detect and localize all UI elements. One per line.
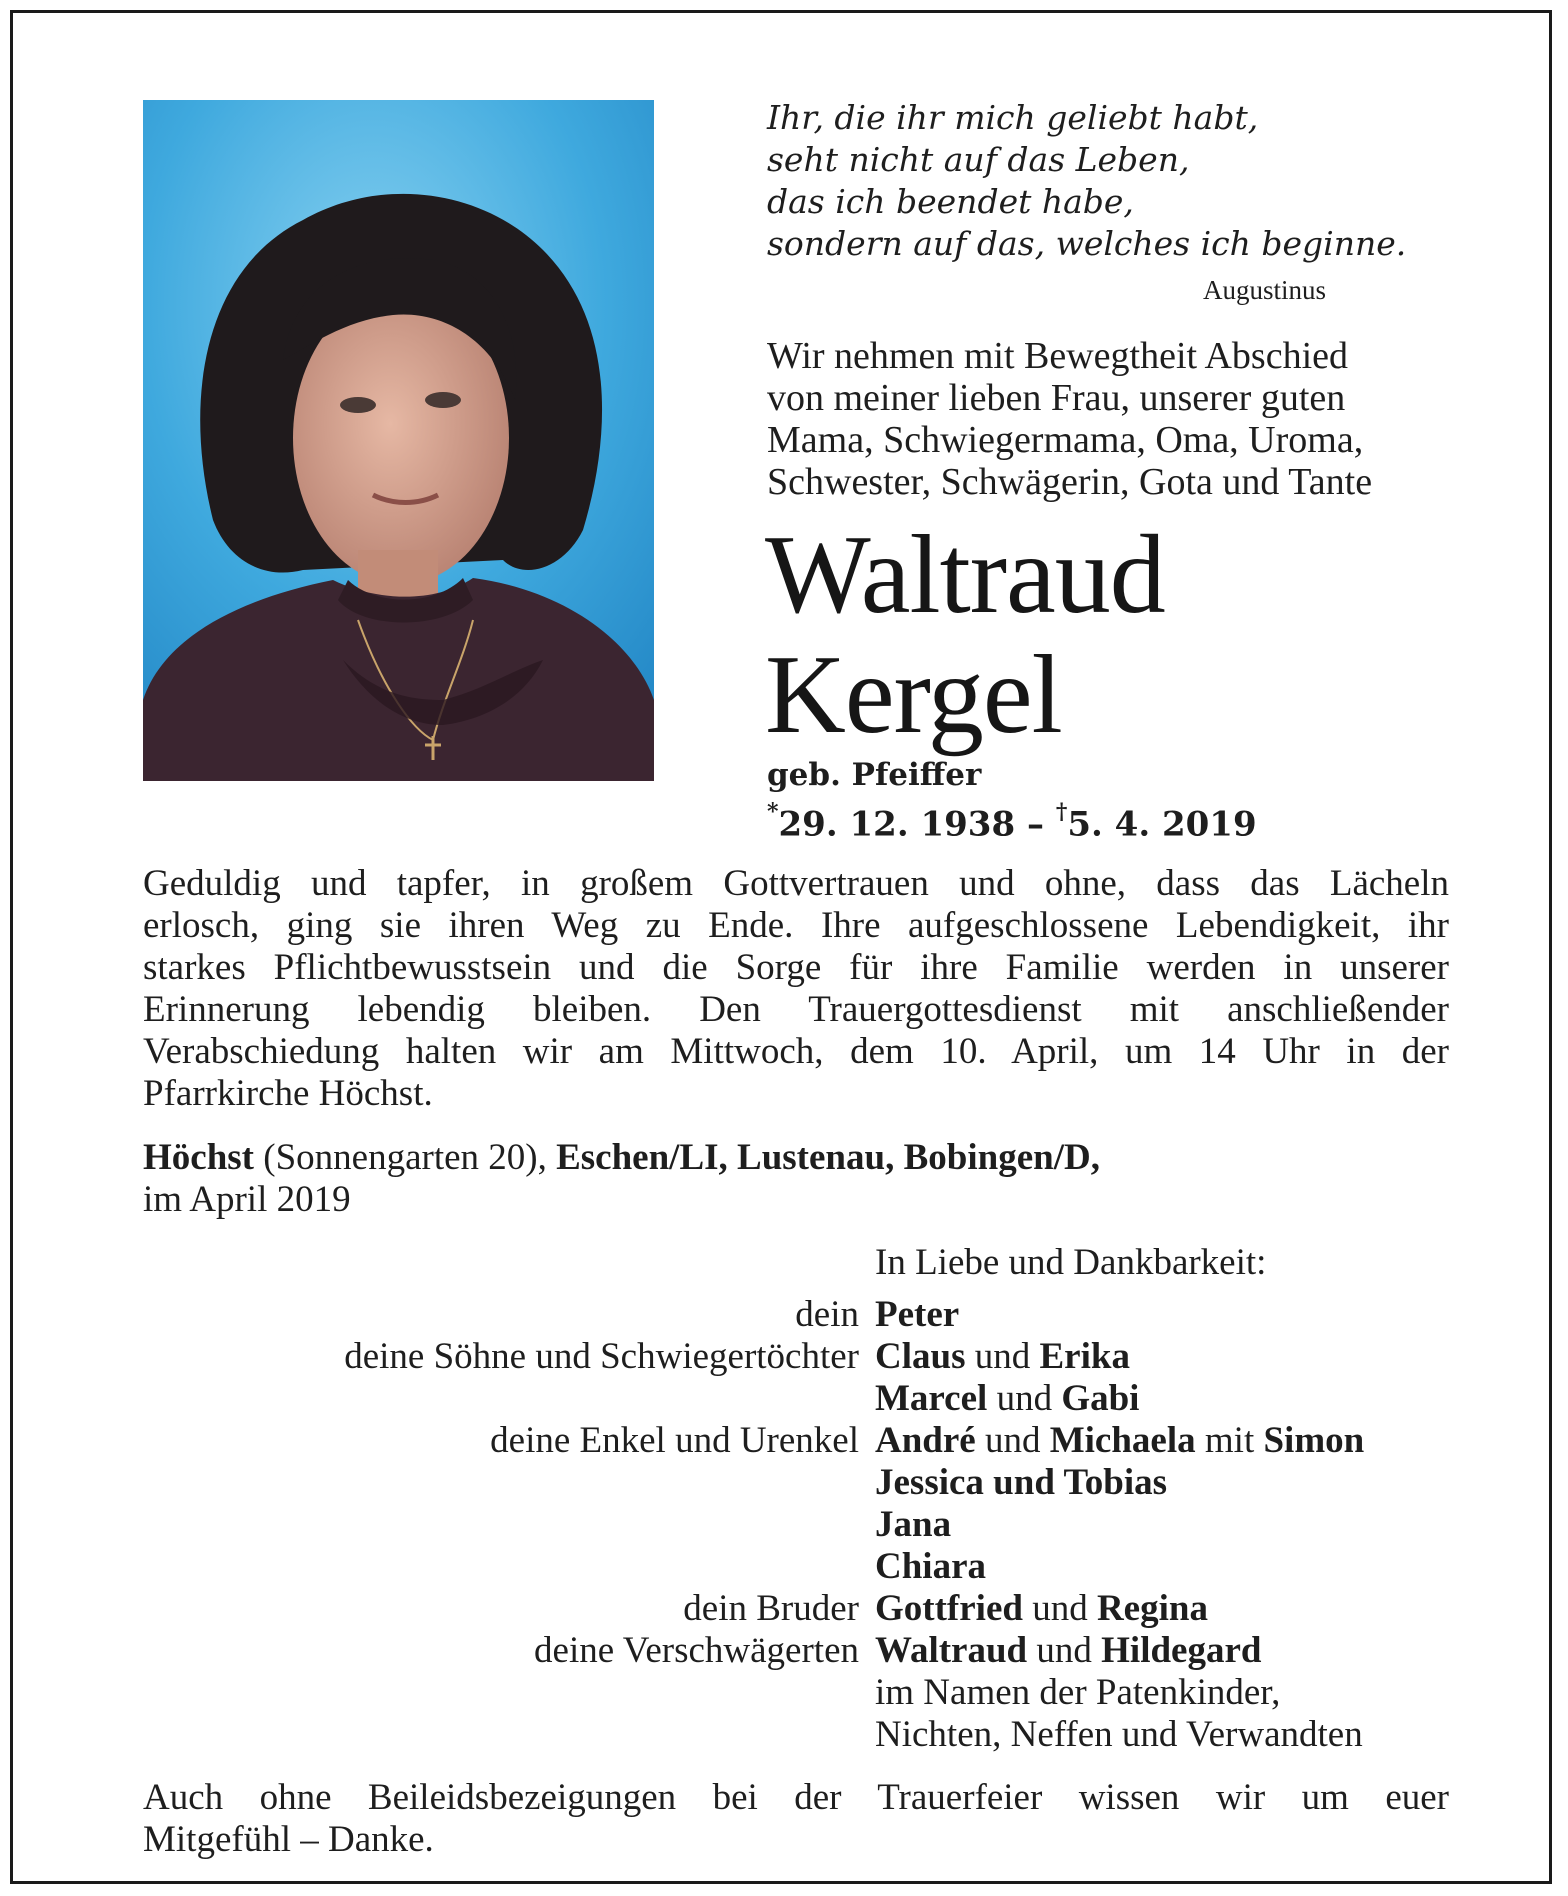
obituary-frame [10, 10, 1552, 1884]
place-town: Höchst [143, 1137, 254, 1178]
intro-line: Schwester, Schwägerin, Gota und Tante [767, 461, 1373, 503]
family-member-name: Chiara [875, 1546, 986, 1587]
family-row [143, 1630, 1463, 1672]
place-and-date [143, 1137, 1453, 1221]
family-connector: Nichten, Neffen und Verwandten [875, 1714, 1363, 1755]
family-names [875, 1336, 1130, 1378]
family-member-name: Regina [1096, 1588, 1208, 1629]
family-member-name: Gabi [1061, 1378, 1140, 1419]
family-connector: und [965, 1336, 1040, 1377]
family-names [875, 1630, 1261, 1672]
deceased-last-name: Kergel [765, 633, 1062, 757]
family-row [143, 1462, 1463, 1504]
place-date: im April 2019 [143, 1179, 351, 1220]
family-relation: dein [795, 1294, 859, 1335]
birth-symbol: * [767, 799, 779, 825]
family-list [143, 1294, 1463, 1756]
family-member-name: Peter [875, 1294, 960, 1335]
intro-line: Wir nehmen mit Bewegtheit Abschied [767, 335, 1349, 377]
family-connector: und [987, 1378, 1062, 1419]
quote-line: seht nicht auf das Leben, [767, 140, 1190, 179]
family-row [143, 1672, 1463, 1714]
intro-text [767, 335, 1453, 503]
intro-line: von meiner lieben Frau, unserer guten [767, 377, 1346, 419]
family-names [875, 1546, 986, 1588]
body-line: Pfarrkirche Höchst. [143, 1073, 433, 1114]
closing-line: Auch ohne Beileidsbezeigungen bei der Trauerfeier wissen wir um euer [143, 1777, 1449, 1818]
birth-date: 29. 12. 1938 [778, 804, 1016, 845]
family-relation: dein Bruder [683, 1588, 859, 1629]
family-row [143, 1378, 1463, 1420]
family-relation [143, 1714, 875, 1756]
portrait-illustration [143, 100, 654, 781]
quote-line: das ich beendet habe, [767, 182, 1134, 221]
family-connector: im Namen der Patenkinder, [875, 1672, 1281, 1713]
quote-line: Ihr, die ihr mich geliebt habt, [767, 98, 1259, 137]
family-member-name: Jana [875, 1504, 952, 1545]
family-member-name: André [875, 1420, 976, 1461]
death-symbol: † [1055, 799, 1068, 825]
maiden-name: geb. Pfeiffer [767, 757, 982, 793]
family-relation [143, 1504, 875, 1546]
portrait-photo [143, 100, 654, 781]
family-names [875, 1294, 959, 1336]
family-member-name: Gottfried [875, 1588, 1023, 1629]
family-names [875, 1504, 951, 1546]
family-row [143, 1294, 1463, 1336]
family-member-name: Marcel [875, 1378, 988, 1419]
intro-line: Mama, Schwiegermama, Oma, Uroma, [767, 419, 1364, 461]
body-text [143, 863, 1449, 1115]
family-member-name: Waltraud [875, 1630, 1028, 1671]
family-relation [143, 1672, 875, 1714]
family-row [143, 1546, 1463, 1588]
body-line: Geduldig und tapfer, in großem Gottvertrauen und ohne, dass das Lächeln [143, 863, 1449, 904]
quote-author: Augustinus [1203, 275, 1327, 305]
place-address: (Sonnengarten 20), [254, 1137, 557, 1178]
closing-text [143, 1777, 1449, 1861]
family-names [875, 1714, 1363, 1756]
family-names [875, 1420, 1364, 1462]
family-relation [143, 1546, 875, 1588]
family-row [143, 1504, 1463, 1546]
family-relation [143, 1462, 875, 1504]
signoff: In Liebe und Dankbarkeit: [875, 1242, 1267, 1283]
quote [767, 97, 1407, 265]
family-connector: und [1027, 1630, 1102, 1671]
closing-line: Mitgefühl – Danke. [143, 1819, 434, 1860]
family-member-name: Michaela [1049, 1420, 1196, 1461]
body-line: Erinnerung lebendig bleiben. Den Trauergottesdienst mit anschließender [143, 989, 1449, 1030]
family-relation: deine Enkel und Urenkel [490, 1420, 859, 1461]
family-connector: und [1022, 1588, 1097, 1629]
family-row [143, 1420, 1463, 1462]
family-names [875, 1588, 1208, 1630]
family-row [143, 1336, 1463, 1378]
body-line: erlosch, ging sie ihren Weg zu Ende. Ihre aufgeschlossene Lebendigkeit, ihr [143, 905, 1449, 946]
family-names [875, 1462, 1167, 1504]
quote-line: sondern auf das, welches ich beginne. [767, 224, 1407, 263]
date-dash: – [1015, 804, 1056, 845]
family-row [143, 1714, 1463, 1756]
family-relation: deine Verschwägerten [534, 1630, 859, 1671]
family-names [875, 1672, 1280, 1714]
deceased-first-name: Waltraud [765, 513, 1165, 637]
body-line: starkes Pflichtbewusstsein und die Sorge für ihre Familie werden in unserer [143, 947, 1449, 988]
family-member-name: Jessica und Tobias [875, 1462, 1168, 1503]
family-row [143, 1588, 1463, 1630]
body-line: Verabschiedung halten wir am Mittwoch, dem 10. April, um 14 Uhr in der [143, 1031, 1449, 1072]
family-relation [143, 1378, 875, 1420]
family-member-name: Claus [875, 1336, 966, 1377]
family-member-name: Hildegard [1101, 1630, 1262, 1671]
life-dates [767, 799, 1257, 845]
death-date: 5. 4. 2019 [1067, 804, 1257, 845]
family-names [875, 1378, 1139, 1420]
place-line [143, 1137, 1453, 1179]
family-connector: und [975, 1420, 1050, 1461]
family-connector: mit [1195, 1420, 1264, 1461]
family-member-name: Erika [1039, 1336, 1130, 1377]
family-member-name: Simon [1263, 1420, 1365, 1461]
place-others: Eschen/LI, Lustenau, Bobingen/D, [556, 1137, 1100, 1178]
family-relation: deine Söhne und Schwiegertöchter [344, 1336, 859, 1377]
